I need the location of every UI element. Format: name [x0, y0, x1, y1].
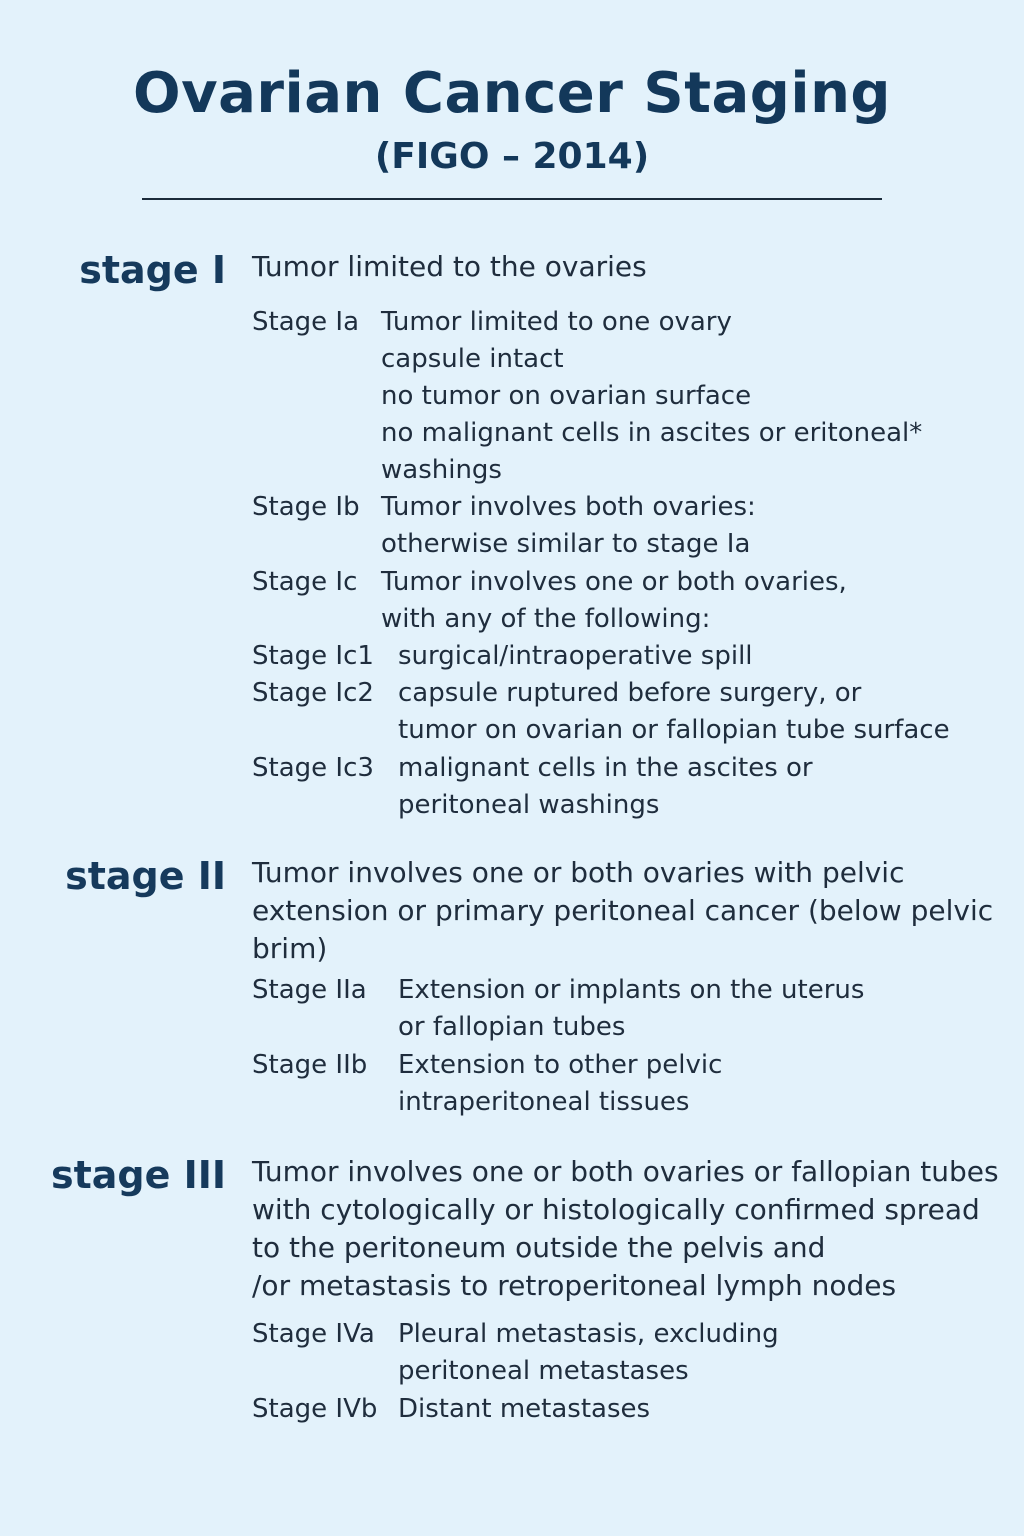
substage-text — [398, 675, 950, 749]
substage-label: Stage IVa — [252, 1319, 375, 1349]
substage-line: or fallopian tubes — [398, 1012, 626, 1042]
substage-text — [381, 304, 922, 489]
substage-label: Stage Ic1 — [252, 641, 374, 671]
substage-text — [398, 1316, 779, 1390]
substage-line: washings — [381, 455, 502, 485]
substage-label: Stage Ic3 — [252, 753, 374, 783]
substage-line: Tumor involves one or both ovaries, — [381, 567, 847, 597]
description-line: Tumor involves one or both ovaries with pelvic — [252, 856, 905, 889]
stage-description — [252, 1153, 999, 1305]
stage-label: stage II — [65, 854, 226, 898]
substage-line: Pleural metastasis, excluding — [398, 1319, 779, 1349]
substage-label: Stage Ic — [252, 567, 358, 597]
stage-description — [252, 248, 647, 286]
stage-description — [252, 854, 993, 968]
substage-line: Tumor involves both ovaries: — [381, 492, 756, 522]
substage-text — [398, 1391, 650, 1428]
substage-line: otherwise similar to stage Ia — [381, 529, 751, 559]
substage-line: peritoneal metastases — [398, 1356, 689, 1386]
description-line: to the peritoneum outside the pelvis and — [252, 1231, 826, 1264]
description-line: with cytologically or histologically confirmed spread — [252, 1193, 980, 1226]
substage-line: Extension or implants on the uterus — [398, 975, 865, 1005]
substage-label: Stage Ib — [252, 492, 360, 522]
title-divider — [142, 198, 882, 200]
substage-line: capsule intact — [381, 344, 564, 374]
substage-line: Tumor limited to one ovary — [381, 307, 732, 337]
substage-text — [398, 1047, 722, 1121]
substage-line: tumor on ovarian or fallopian tube surface — [398, 715, 950, 745]
description-line: brim) — [252, 932, 328, 965]
substage-line: capsule ruptured before surgery, or — [398, 678, 862, 708]
substage-text — [398, 638, 753, 675]
substage-line: intraperitoneal tissues — [398, 1087, 690, 1117]
stage-label: stage III — [50, 1153, 226, 1197]
substage-text — [398, 750, 813, 824]
substage-text — [381, 564, 847, 638]
description-line: /or metastasis to retroperitoneal lymph nodes — [252, 1269, 897, 1302]
stage-label: stage I — [79, 248, 226, 292]
page-title: Ovarian Cancer Staging — [132, 61, 892, 126]
substage-label: Stage Ia — [252, 307, 359, 337]
substage-label: Stage IIa — [252, 975, 367, 1005]
substage-line: surgical/intraoperative spill — [398, 641, 753, 671]
substage-text — [381, 489, 756, 563]
description-line: extension or primary peritoneal cancer (below pelvic — [252, 894, 994, 927]
page-subtitle: (FIGO – 2014) — [374, 136, 650, 177]
substage-line: Extension to other pelvic — [398, 1050, 723, 1080]
substage-label: Stage IVb — [252, 1394, 378, 1424]
substage-label: Stage IIb — [252, 1050, 368, 1080]
substage-line: with any of the following: — [381, 604, 711, 634]
substage-label: Stage Ic2 — [252, 678, 374, 708]
substage-line: malignant cells in the ascites or — [398, 753, 813, 783]
substage-line: no tumor on ovarian surface — [381, 381, 752, 411]
substage-text — [398, 972, 864, 1046]
description-line: Tumor involves one or both ovaries or fallopian tubes — [252, 1155, 999, 1188]
substage-line: no malignant cells in ascites or eritoneal* — [381, 418, 923, 448]
substage-line: Distant metastases — [398, 1394, 651, 1424]
substage-line: peritoneal washings — [398, 790, 660, 820]
description-line: Tumor limited to the ovaries — [252, 250, 647, 283]
